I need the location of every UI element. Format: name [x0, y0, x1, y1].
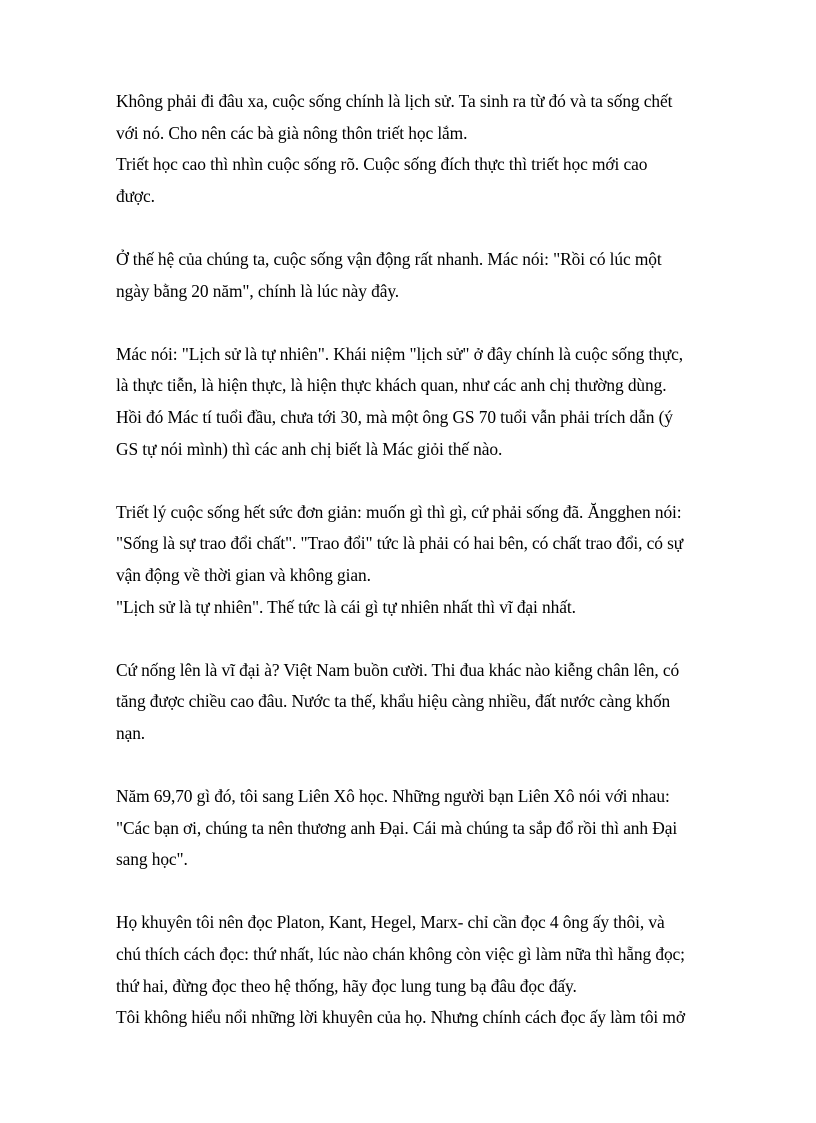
text-line: vận động về thời gian và không gian.	[116, 564, 371, 585]
text-line: chú thích cách đọc: thứ nhất, lúc nào chán không còn việc gì làm nữa thì hẵng đọc;	[116, 944, 685, 965]
text-line: Mác nói: "Lịch sử là tự nhiên". Khái niệm "lịch sử" ở đây chính là cuộc sống thực,	[116, 343, 683, 364]
text-line: với nó. Cho nên các bà già nông thôn triết học lắm.	[116, 122, 468, 143]
text-line: sang học".	[116, 849, 188, 870]
text-line: Không phải đi đâu xa, cuộc sống chính là lịch sử. Ta sinh ra từ đó và ta sống chết	[116, 91, 673, 111]
text-line: Triết học cao thì nhìn cuộc sống rõ. Cuộc sống đích thực thì triết học mới cao	[116, 154, 648, 175]
paragraph-spacer	[116, 212, 776, 244]
text-line: GS tự nói mình) thì các anh chị biết là Mác giỏi thế nào.	[116, 438, 503, 459]
text-line: là thực tiễn, là hiện thực, là hiện thực khách quan, như các anh chị thường dùng.	[116, 375, 667, 396]
text-line: nạn.	[116, 722, 146, 743]
paragraph-spacer	[116, 876, 776, 908]
text-line: Cứ nống lên là vĩ đại à? Việt Nam buồn cười. Thi đua khác nào kiễng chân lên, có	[116, 659, 680, 680]
text-line: ngày bằng 20 năm", chính là lúc này đây.	[116, 280, 400, 301]
paragraph-spacer	[116, 749, 776, 781]
text-line: thứ hai, đừng đọc theo hệ thống, hãy đọc lung tung bạ đâu đọc đấy.	[116, 975, 577, 996]
text-line: được.	[116, 185, 155, 206]
text-line: tăng được chiều cao đâu. Nước ta thế, khẩu hiệu càng nhiều, đất nước càng khốn	[116, 691, 671, 712]
text-line: "Các bạn ơi, chúng ta nên thương anh Đại. Cái mà chúng ta sắp đổ rồi thì anh Đại	[116, 817, 678, 838]
paragraph-spacer	[116, 623, 776, 655]
text-line: Tôi không hiểu nổi những lời khuyên của họ. Nhưng chính cách đọc ấy làm tôi mở	[116, 1007, 685, 1028]
paragraph-spacer	[116, 307, 776, 339]
paragraph-spacer	[116, 465, 776, 497]
text-line: Năm 69,70 gì đó, tôi sang Liên Xô học. Những người bạn Liên Xô nói với nhau:	[116, 786, 670, 807]
text-line: "Sống là sự trao đổi chất". "Trao đổi" tức là phải có hai bên, có chất trao đổi, có sự	[116, 533, 684, 554]
document-body	[116, 86, 776, 1034]
text-line: Hồi đó Mác tí tuổi đầu, chưa tới 30, mà một ông GS 70 tuổi vẫn phải trích dẫn (ý	[116, 406, 673, 427]
text-line: Triết lý cuộc sống hết sức đơn giản: muốn gì thì gì, cứ phải sống đã. Ăngghen nói:	[116, 501, 682, 522]
text-line: Họ khuyên tôi nên đọc Platon, Kant, Hegel, Marx- chỉ cần đọc 4 ông ấy thôi, và	[116, 912, 665, 933]
text-line: "Lịch sử là tự nhiên". Thế tức là cái gì tự nhiên nhất thì vĩ đại nhất.	[116, 596, 576, 617]
text-line: Ở thế hệ của chúng ta, cuộc sống vận động rất nhanh. Mác nói: "Rồi có lúc một	[116, 248, 662, 269]
